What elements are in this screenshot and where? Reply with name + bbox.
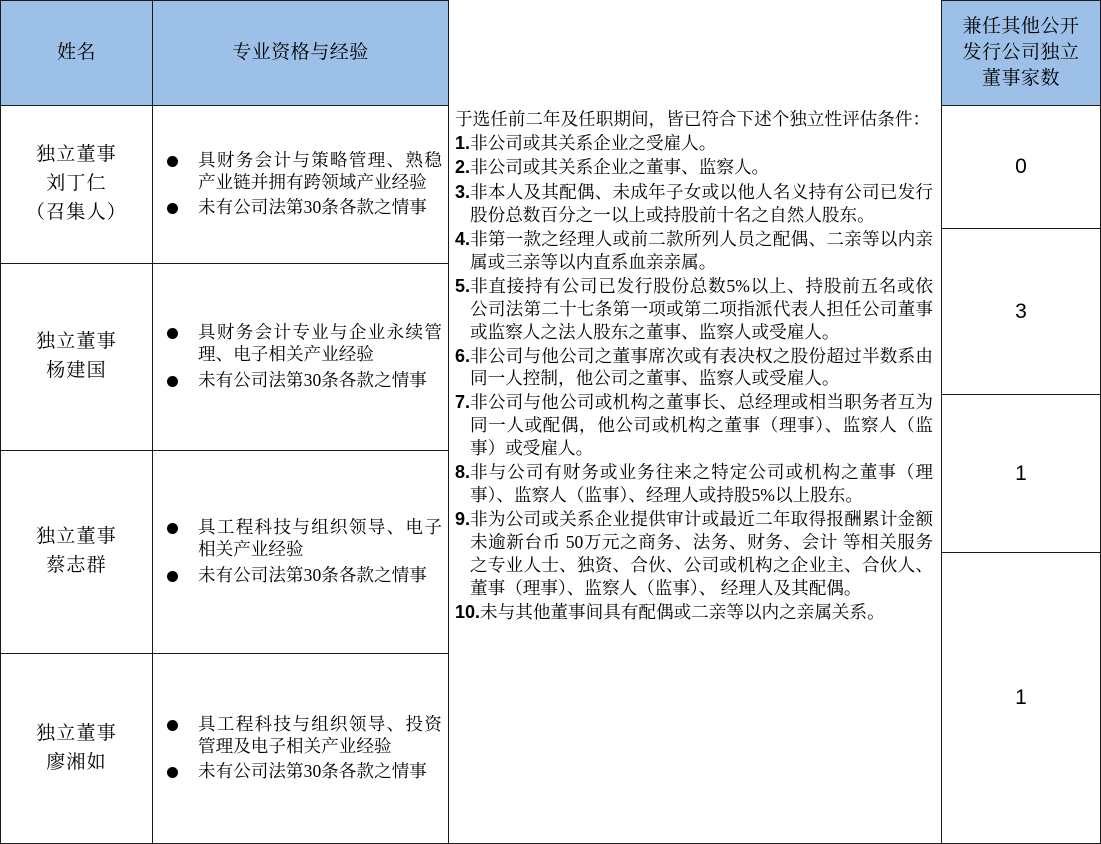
table-row-name-cell-3 bbox=[0, 450, 153, 654]
director-title-4: 独立董事 bbox=[36, 722, 117, 744]
criterion-number-3: 3. bbox=[455, 181, 471, 202]
table-row-qualification-cell-2 bbox=[152, 263, 449, 451]
director-role-note-1: （召集人） bbox=[25, 201, 127, 223]
table-row-qualification-cell-4 bbox=[152, 653, 449, 844]
bullet-dot-icon bbox=[167, 328, 178, 339]
criterion-text-10: 未与其他董事间具有配偶或二亲等以内之亲属关系。 bbox=[480, 601, 885, 622]
concurrent-count-value-3: 1 bbox=[1015, 461, 1027, 485]
concurrent-count-cell-1 bbox=[941, 105, 1101, 229]
director-name-1: 刘丁仁 bbox=[46, 173, 107, 195]
qualification-bullet-item bbox=[161, 370, 442, 392]
column-header-concurrent-count bbox=[941, 0, 1101, 106]
independence-criterion-2 bbox=[455, 156, 933, 179]
bullet-dot-icon bbox=[167, 767, 178, 778]
independence-criterion-10 bbox=[455, 601, 933, 624]
qualification-text-1-1: 具财务会计与策略管理、熟稳产业链并拥有跨领域产业经验 bbox=[198, 149, 442, 192]
concurrent-header-line-2: 发行公司独立 bbox=[962, 41, 1080, 63]
column-header-concurrent-count-label bbox=[962, 14, 1079, 93]
criterion-number-9: 9. bbox=[455, 509, 471, 530]
director-name-block-4 bbox=[36, 720, 117, 778]
table-row-name-cell-1 bbox=[0, 105, 153, 264]
qualification-bullet-item bbox=[161, 517, 442, 560]
qualification-text-3-1: 具工程科技与组织领导、电子相关产业经验 bbox=[198, 517, 442, 560]
qualification-bullet-item bbox=[161, 197, 442, 219]
director-title-3: 独立董事 bbox=[36, 526, 117, 548]
criterion-text-6: 非公司与他公司之董事席次或有表决权之股份超过半数系由同一人控制，他公司之董事、监察人或受雇人。 bbox=[470, 345, 933, 389]
table-row-qualification-cell-1 bbox=[152, 105, 449, 264]
independence-criterion-4 bbox=[455, 228, 933, 274]
criterion-number-1: 1. bbox=[455, 132, 471, 153]
column-header-name bbox=[0, 0, 153, 106]
qualification-text-2-2: 未有公司法第30条各款之情事 bbox=[198, 369, 427, 390]
independence-criterion-6 bbox=[455, 345, 933, 391]
qualification-text-2-1: 具财务会计专业与企业永续管理、电子相关产业经验 bbox=[198, 322, 442, 365]
director-name-4: 廖湘如 bbox=[46, 751, 107, 773]
director-title-1: 独立董事 bbox=[36, 144, 117, 166]
qualification-text-1-2: 未有公司法第30条各款之情事 bbox=[198, 197, 427, 218]
independence-criteria-cell bbox=[448, 0, 942, 844]
independence-criterion-5 bbox=[455, 275, 933, 344]
bullet-dot-icon bbox=[167, 720, 178, 731]
director-name-block-2 bbox=[36, 328, 117, 386]
independence-criterion-8 bbox=[455, 461, 933, 507]
criterion-number-7: 7. bbox=[455, 392, 471, 413]
column-header-qualification bbox=[152, 0, 449, 106]
qualification-text-4-2: 未有公司法第30条各款之情事 bbox=[198, 761, 427, 782]
qualification-text-3-2: 未有公司法第30条各款之情事 bbox=[198, 564, 427, 585]
table-row-qualification-cell-3 bbox=[152, 450, 449, 654]
qualification-bullet-item bbox=[161, 322, 442, 365]
qualification-bullet-item bbox=[161, 761, 442, 783]
criterion-text-1: 非公司或其关系企业之受雇人。 bbox=[470, 132, 717, 153]
bullet-dot-icon bbox=[167, 523, 178, 534]
criterion-text-3: 非本人及其配偶、未成年子女或以他人名义持有公司已发行股份总数百分之一以上或持股前十名之自然人股东。 bbox=[470, 181, 933, 225]
qualification-text-4-1: 具工程科技与组织领导、投资管理及电子相关产业经验 bbox=[198, 713, 442, 756]
table-row-name-cell-2 bbox=[0, 263, 153, 451]
bullet-dot-icon bbox=[167, 571, 178, 582]
criterion-text-7: 非公司与他公司或机构之董事长、总经理或相当职务者互为同一人或配偶，他公司或机构之董事（理事）、监察人（监事）或受雇人。 bbox=[470, 392, 933, 459]
concurrent-count-cell-4 bbox=[941, 552, 1101, 844]
criterion-number-5: 5. bbox=[455, 275, 471, 296]
criterion-number-8: 8. bbox=[455, 462, 471, 483]
independence-criterion-9 bbox=[455, 508, 933, 600]
independence-criterion-3 bbox=[455, 181, 933, 227]
independence-criterion-1 bbox=[455, 132, 933, 155]
criterion-number-2: 2. bbox=[455, 157, 471, 178]
criterion-number-6: 6. bbox=[455, 345, 471, 366]
concurrent-count-value-4: 1 bbox=[1015, 686, 1027, 709]
independence-criterion-7 bbox=[455, 391, 933, 460]
director-name-3: 蔡志群 bbox=[46, 555, 107, 576]
director-name-2: 杨建国 bbox=[46, 360, 107, 381]
qualification-bullet-item bbox=[161, 714, 442, 757]
director-title-2: 独立董事 bbox=[36, 331, 117, 353]
director-name-block-1 bbox=[26, 141, 127, 228]
bullet-dot-icon bbox=[167, 376, 178, 387]
concurrent-header-line-3: 董事家数 bbox=[981, 68, 1060, 90]
criterion-number-10: 10. bbox=[455, 601, 481, 622]
director-name-block-3 bbox=[36, 523, 117, 581]
criterion-text-5: 非直接持有公司已发行股份总数5%以上、持股前五名或依公司法第二十七条第一项或第二项指派代表人担任公司董事或监察人之法人股东之董事、监察人或受雇人。 bbox=[470, 275, 933, 342]
concurrent-count-cell-2 bbox=[941, 228, 1101, 395]
criterion-text-9: 非为公司或关系企业提供审计或最近二年取得报酬累计金额未逾新台币 50万元之商务、法务、财务、会计 等相关服务之专业人士、独资、合伙、公司或机构之企业主、合伙人、董事（理事）、监察人（监事）、 经理人及其配偶。 bbox=[470, 509, 933, 599]
criterion-text-4: 非第一款之经理人或前二款所列人员之配偶、二亲等以内亲属或三亲等以内直系血亲亲属。 bbox=[470, 228, 933, 272]
table-row-name-cell-4 bbox=[0, 653, 153, 844]
concurrent-count-cell-3 bbox=[941, 394, 1101, 553]
qualification-bullet-item bbox=[161, 150, 442, 193]
qualification-bullet-item bbox=[161, 565, 442, 587]
independence-intro-text: 于选任前二年及任职期间，皆已符合下述个独立性评估条件： bbox=[455, 109, 931, 129]
criterion-number-4: 4. bbox=[455, 228, 471, 249]
criterion-text-2: 非公司或其关系企业之董事、监察人。 bbox=[470, 157, 770, 178]
bullet-dot-icon bbox=[167, 156, 178, 167]
concurrent-header-line-1: 兼任其他公开 bbox=[962, 15, 1080, 37]
bullet-dot-icon bbox=[167, 203, 178, 214]
concurrent-count-value-1: 0 bbox=[1015, 155, 1027, 178]
criterion-text-8: 非与公司有财务或业务往来之特定公司或机构之董事（理事）、监察人（监事）、经理人或持股5%以上股东。 bbox=[470, 462, 933, 506]
concurrent-count-value-2: 3 bbox=[1015, 299, 1027, 323]
column-header-name-label: 姓名 bbox=[56, 41, 96, 63]
column-header-qualification-label: 专业资格与经验 bbox=[232, 41, 369, 63]
